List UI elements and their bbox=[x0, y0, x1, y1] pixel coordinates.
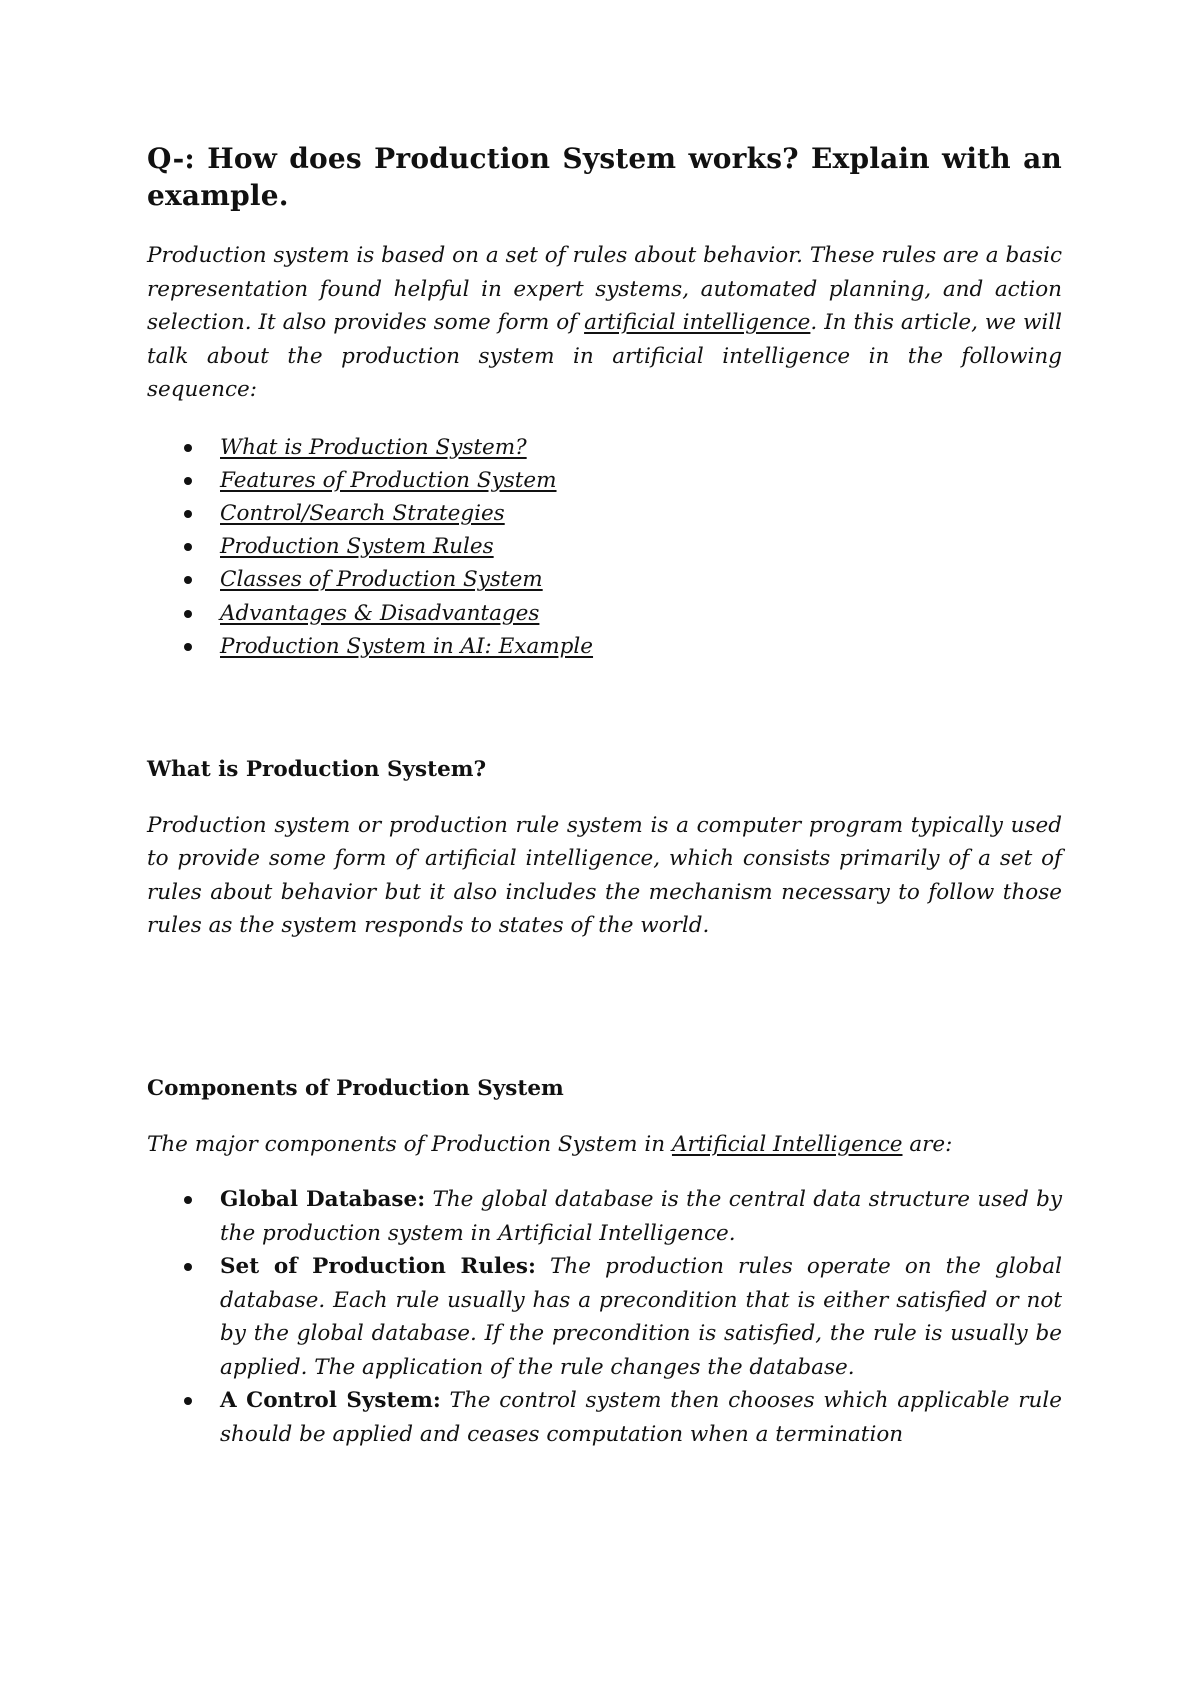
component-description: The global database is the central data structure used by the production system in Artificial Intelligence. bbox=[220, 1187, 1062, 1246]
toc-link-classes[interactable]: Classes of Production System bbox=[220, 567, 543, 593]
section-heading-what-is: What is Production System? bbox=[147, 756, 487, 782]
bullet-icon bbox=[184, 1263, 192, 1271]
intro-text-after: . In this article, we will talk about the production system in artificial intelligence in the following sequence: bbox=[147, 310, 1062, 402]
toc-link-example[interactable]: Production System in AI: Example bbox=[220, 633, 594, 659]
toc-link-features[interactable]: Features of Production System bbox=[220, 467, 557, 493]
toc-item bbox=[147, 431, 1062, 464]
component-term: Global Database: bbox=[220, 1187, 426, 1213]
toc-link-advantages-disadvantages[interactable]: Advantages & Disadvantages bbox=[220, 600, 540, 626]
bullet-icon bbox=[184, 1196, 192, 1204]
component-term: A Control System: bbox=[220, 1388, 441, 1414]
toc-link-production-system-rules[interactable]: Production System Rules bbox=[220, 534, 494, 560]
toc-item bbox=[147, 597, 1062, 630]
bullet-icon bbox=[184, 643, 192, 651]
bullet-icon bbox=[184, 576, 192, 584]
components-list bbox=[147, 1183, 1062, 1451]
table-of-contents bbox=[147, 431, 1062, 663]
list-item bbox=[147, 1183, 1062, 1250]
toc-link-control-search-strategies[interactable]: Control/Search Strategies bbox=[220, 500, 505, 526]
section-heading-components: Components of Production System bbox=[147, 1075, 564, 1101]
toc-item bbox=[147, 497, 1062, 530]
toc-item bbox=[147, 530, 1062, 563]
list-item bbox=[147, 1250, 1062, 1384]
list-item bbox=[147, 1384, 1062, 1451]
toc-item bbox=[147, 563, 1062, 596]
artificial-intelligence-link-2[interactable]: Artificial Intelligence bbox=[671, 1131, 903, 1157]
bullet-icon bbox=[184, 1397, 192, 1405]
section-what-is-body: Production system or production rule system is a computer program typically used to provide some form of artificial intelligence, which consists primarily of a set of rules about behavior but it also includes the mechanism necessary to follow those rules as the system responds to states of the world. bbox=[147, 812, 1062, 939]
toc-item bbox=[147, 630, 1062, 663]
bullet-icon bbox=[184, 477, 192, 485]
component-term: Set of Production Rules: bbox=[220, 1254, 536, 1280]
bullet-icon bbox=[184, 610, 192, 618]
bullet-icon bbox=[184, 510, 192, 518]
component-description: The control system then chooses which applicable rule should be applied and ceases computation when a termination bbox=[220, 1388, 1062, 1447]
component-description: The production rules operate on the global database. Each rule usually has a precondition that is either satisfied or not by the global database. If the precondition is satisfied, the rule is usually be applied. The application of the rule changes the database. bbox=[220, 1254, 1062, 1380]
bullet-icon bbox=[184, 444, 192, 452]
intro-paragraph bbox=[147, 239, 1062, 407]
toc-link-what-is-production-system[interactable]: What is Production System? bbox=[220, 434, 527, 460]
components-intro bbox=[147, 1128, 1062, 1162]
intro-text-before: Production system is based on a set of rules about behavior. These rules are a basic representation found helpful in expert systems, automated planning, and action selection. It also provides some form of bbox=[147, 243, 1062, 335]
components-intro-after: are: bbox=[902, 1131, 953, 1157]
bullet-icon bbox=[184, 543, 192, 551]
components-intro-before: The major components of Production System in bbox=[147, 1131, 672, 1157]
document-content bbox=[147, 140, 1062, 1451]
toc-item bbox=[147, 464, 1062, 497]
artificial-intelligence-link[interactable]: artificial intelligence bbox=[584, 310, 811, 335]
page-title: Q-: How does Production System works? Explain with an example. bbox=[147, 142, 1062, 212]
